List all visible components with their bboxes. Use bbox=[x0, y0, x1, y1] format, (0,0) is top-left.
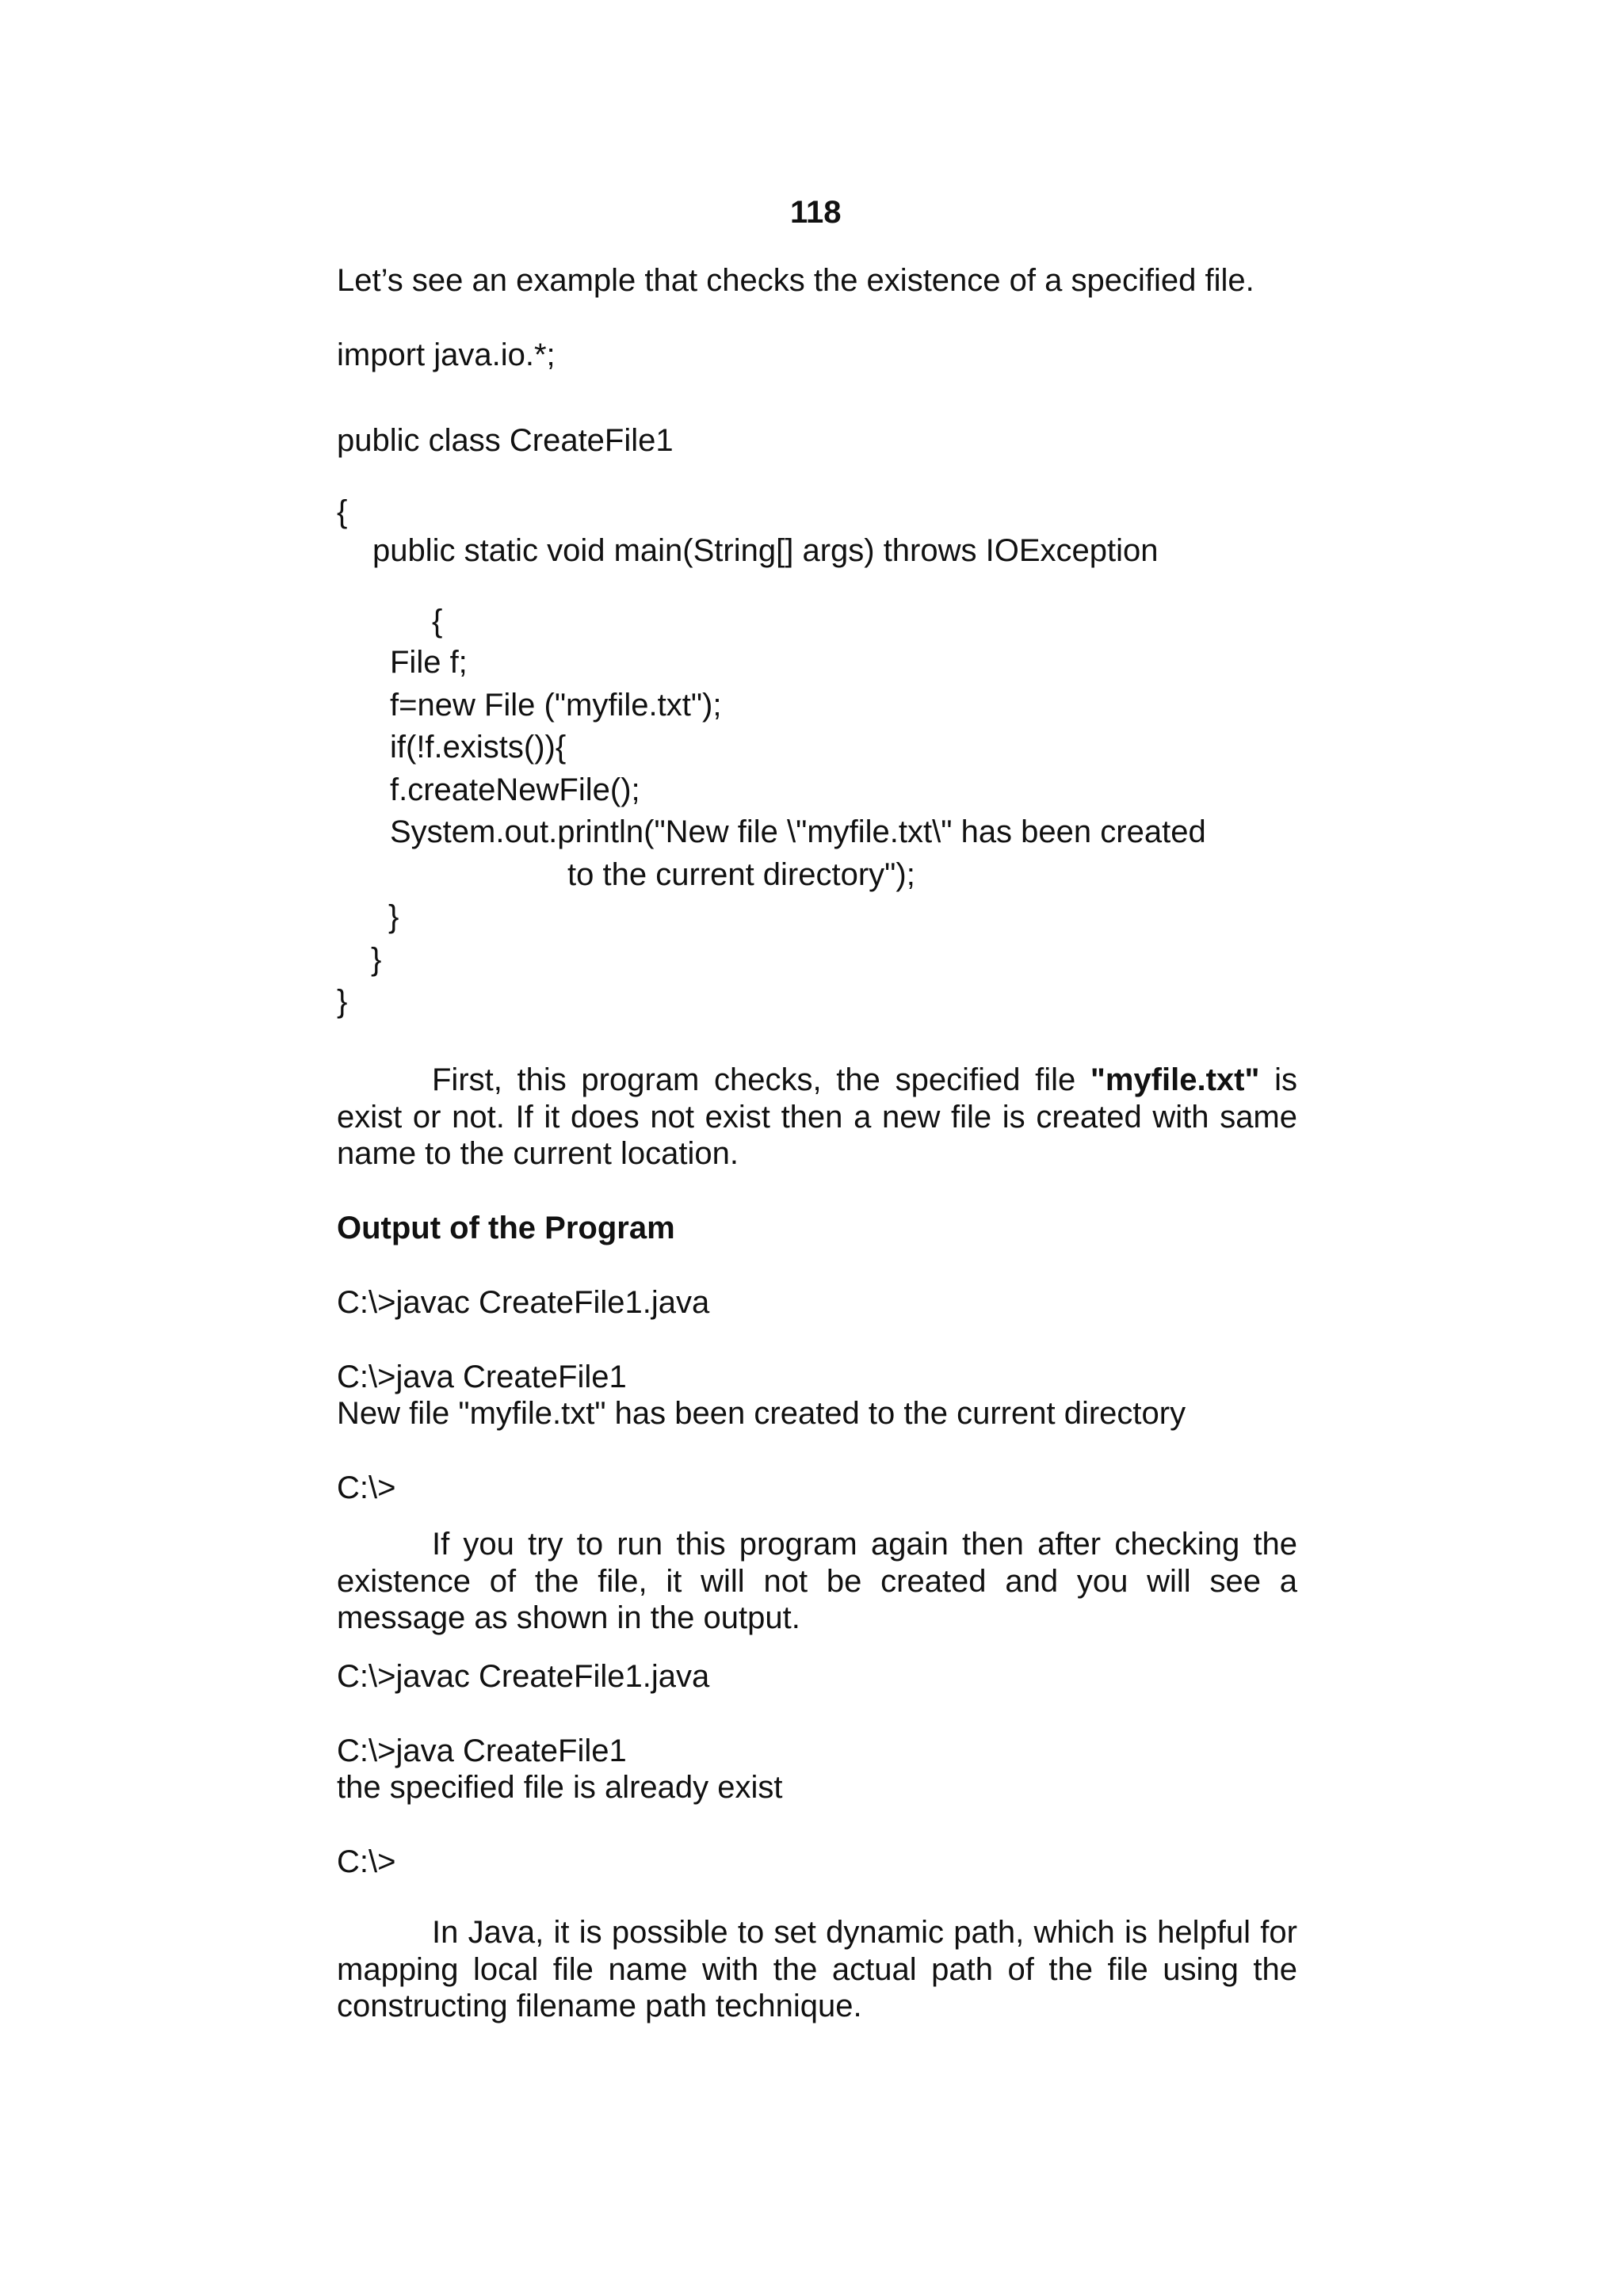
code-close-brace: } bbox=[388, 899, 399, 934]
console-command: C:\>java CreateFile1 bbox=[337, 1360, 627, 1394]
console-prompt: C:\> bbox=[337, 1844, 396, 1879]
console-result: New file "myfile.txt" has been created to the current directory bbox=[337, 1396, 1186, 1431]
code-line: f=new File ("myfile.txt"); bbox=[390, 688, 722, 723]
output-heading: Output of the Program bbox=[337, 1211, 675, 1245]
code-line: System.out.println("New file \"myfile.txt\" has been created bbox=[390, 814, 1206, 849]
code-close-brace: } bbox=[337, 984, 348, 1019]
paragraph-text: is exist or not. If it does not exist then a new file is created with same name to the current location. bbox=[337, 1062, 1297, 1171]
console-command: C:\>java CreateFile1 bbox=[337, 1733, 627, 1768]
code-main-decl: public static void main(String[] args) throws IOException bbox=[372, 533, 1159, 568]
console-command: C:\>javac CreateFile1.java bbox=[337, 1285, 710, 1320]
code-open-brace: { bbox=[337, 494, 348, 529]
paragraph-explanation bbox=[337, 1062, 1297, 1173]
code-open-brace: { bbox=[432, 604, 443, 639]
paragraph-text: First, this program checks, the specified file bbox=[432, 1062, 1090, 1097]
code-line: to the current directory"); bbox=[567, 857, 915, 892]
page-number: 118 bbox=[790, 195, 842, 230]
code-class-decl: public class CreateFile1 bbox=[337, 423, 674, 458]
console-command: C:\>javac CreateFile1.java bbox=[337, 1659, 710, 1694]
code-import: import java.io.*; bbox=[337, 338, 556, 372]
intro-text: Let’s see an example that checks the existence of a specified file. bbox=[337, 263, 1254, 298]
console-result: the specified file is already exist bbox=[337, 1770, 783, 1805]
console-prompt: C:\> bbox=[337, 1470, 396, 1505]
code-close-brace: } bbox=[371, 942, 382, 977]
paragraph-rerun: If you try to run this program again then after checking the existence of the file, it will not be created and you will see a message as shown in the output. bbox=[337, 1527, 1297, 1635]
paragraph-dynamic-path: In Java, it is possible to set dynamic path, which is helpful for mapping local file name with the actual path of the file using the constructing filename path technique. bbox=[337, 1915, 1297, 2023]
code-line: if(!f.exists()){ bbox=[390, 730, 567, 765]
bold-filename: "myfile.txt" bbox=[1090, 1062, 1260, 1097]
code-line: File f; bbox=[390, 645, 468, 680]
code-line: f.createNewFile(); bbox=[390, 772, 640, 807]
